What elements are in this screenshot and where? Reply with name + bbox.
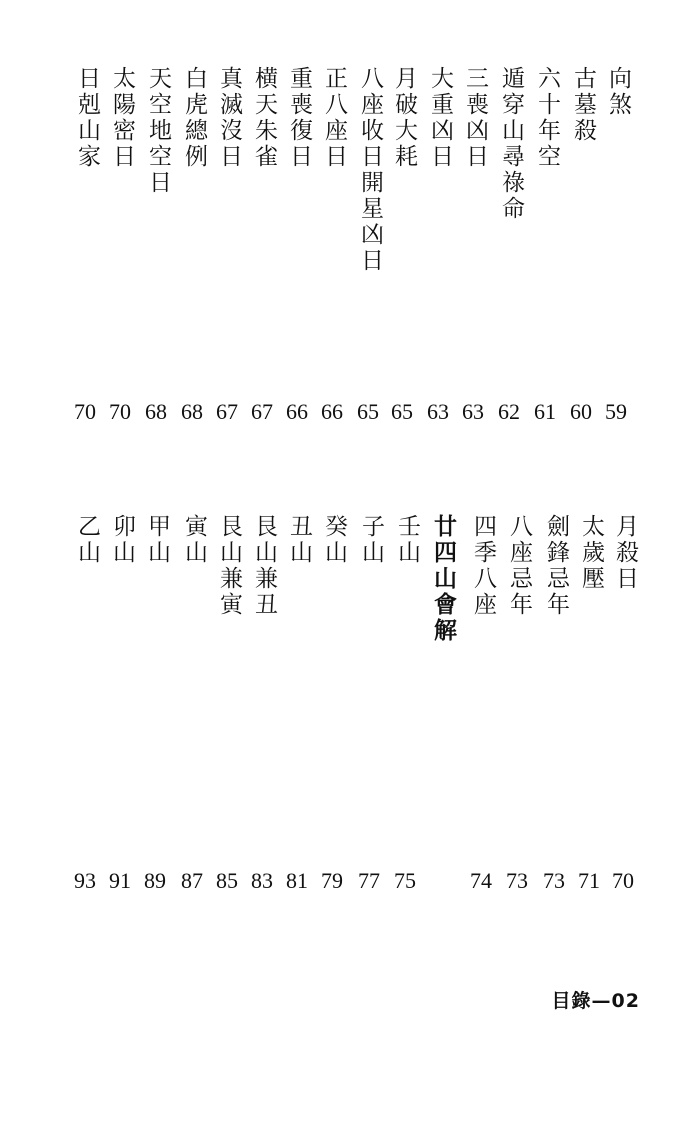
bottom-entry-page: 75 xyxy=(394,868,416,893)
top-entry-page: 61 xyxy=(534,399,556,424)
top-entry-title: 遁穿山尋祿命 xyxy=(498,66,524,222)
top-entry-page: 59 xyxy=(605,399,627,424)
bottom-entry-page: 89 xyxy=(144,868,166,893)
top-entry-page: 65 xyxy=(357,399,379,424)
bottom-entry-title: 月殺日 xyxy=(612,514,638,592)
top-entry-title: 真滅沒日 xyxy=(216,66,242,170)
bottom-entry-title: 太歲壓 xyxy=(578,514,604,592)
bottom-entry-title: 丑山 xyxy=(286,514,312,566)
bottom-entry-title: 八座忌年 xyxy=(506,514,532,618)
top-entry-page: 68 xyxy=(181,399,203,424)
bottom-entry-page: 91 xyxy=(109,868,131,893)
top-entry-page: 70 xyxy=(109,399,131,424)
top-entry-title: 日剋山家 xyxy=(74,66,100,170)
bottom-entry-page: 93 xyxy=(74,868,96,893)
bottom-entry-title: 四季八座 xyxy=(470,514,496,618)
bottom-entry-title: 甲山 xyxy=(144,514,170,566)
page-footer: 目錄—02 xyxy=(551,990,640,1012)
top-entry-page: 65 xyxy=(391,399,413,424)
top-entry-page: 62 xyxy=(498,399,520,424)
top-entry-page: 66 xyxy=(321,399,343,424)
top-entry-title: 白虎總例 xyxy=(181,66,207,170)
top-entry-title: 天空地空日 xyxy=(145,66,171,196)
bottom-entry-title: 艮山兼丑 xyxy=(251,514,277,618)
bottom-entry-title: 寅山 xyxy=(181,514,207,566)
top-entry-title: 正八座日 xyxy=(321,66,347,170)
top-entry-title: 三喪凶日 xyxy=(462,66,488,170)
bottom-entry-page: 74 xyxy=(470,868,492,893)
bottom-entry-page: 87 xyxy=(181,868,203,893)
top-entry-title: 横天朱雀 xyxy=(251,66,277,170)
bottom-entry-page: 83 xyxy=(251,868,273,893)
bottom-entry-title: 艮山兼寅 xyxy=(216,514,242,618)
top-entry-page: 70 xyxy=(74,399,96,424)
bottom-entry-title: 劍鋒忌年 xyxy=(543,514,569,618)
top-entry-title: 古墓殺 xyxy=(570,66,596,144)
top-entry-page: 68 xyxy=(145,399,167,424)
bottom-entry-page: 70 xyxy=(612,868,634,893)
top-entry-title: 向煞 xyxy=(605,66,631,118)
bottom-entry-title: 癸山 xyxy=(321,514,347,566)
bottom-entry-page: 73 xyxy=(543,868,565,893)
top-entry-page: 66 xyxy=(286,399,308,424)
top-entry-title: 六十年空 xyxy=(534,66,560,170)
top-entry-title: 月破大耗 xyxy=(391,66,417,170)
bottom-entry-title: 乙山 xyxy=(74,514,100,566)
bottom-entry-page: 79 xyxy=(321,868,343,893)
top-entry-title: 八座收日開星凶日 xyxy=(357,66,383,274)
bottom-entry-title: 廿四山會解 xyxy=(430,514,457,644)
top-entry-page: 60 xyxy=(570,399,592,424)
bottom-entry-page: 85 xyxy=(216,868,238,893)
bottom-entry-page: 73 xyxy=(506,868,528,893)
bottom-entry-page: 71 xyxy=(578,868,600,893)
bottom-entry-title: 卯山 xyxy=(109,514,135,566)
bottom-entry-title: 子山 xyxy=(358,514,384,566)
top-entry-title: 太陽密日 xyxy=(109,66,135,170)
bottom-entry-title: 壬山 xyxy=(394,514,420,566)
top-entry-page: 67 xyxy=(251,399,273,424)
bottom-entry-page: 81 xyxy=(286,868,308,893)
top-entry-page: 63 xyxy=(427,399,449,424)
top-entry-page: 63 xyxy=(462,399,484,424)
bottom-entry-page: 77 xyxy=(358,868,380,893)
top-entry-title: 重喪復日 xyxy=(286,66,312,170)
top-entry-page: 67 xyxy=(216,399,238,424)
top-entry-title: 大重凶日 xyxy=(427,66,453,170)
